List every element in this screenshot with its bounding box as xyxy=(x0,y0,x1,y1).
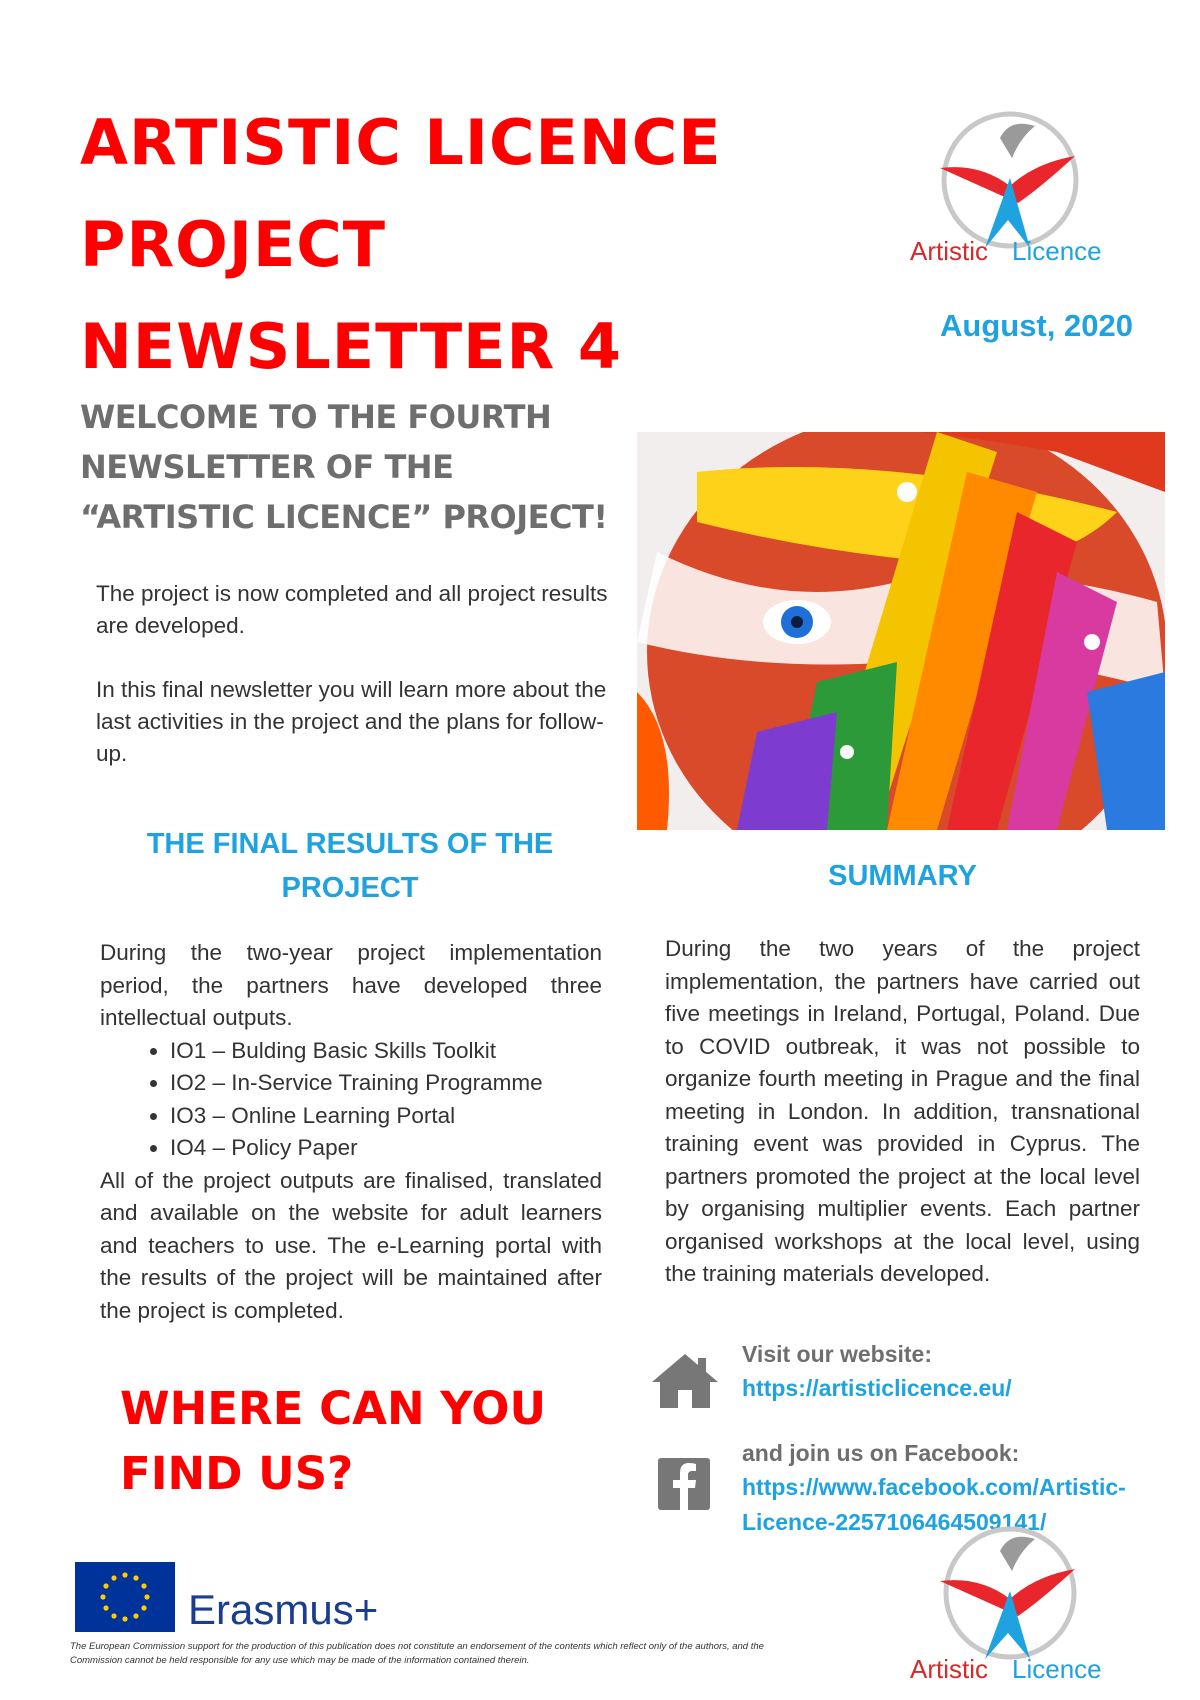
title-line-3: NEWSLETTER 4 xyxy=(80,310,622,383)
welcome-line-3: “ARTISTIC LICENCE” PROJECT! xyxy=(80,498,608,536)
artistic-licence-logo xyxy=(900,108,1120,283)
final-results-heading-line-2: PROJECT xyxy=(281,872,419,904)
where-line-1: WHERE CAN YOU xyxy=(120,1382,547,1435)
output-item-io2: • IO2 – In-Service Training Programme xyxy=(170,1067,602,1100)
facebook-link-line-1[interactable]: https://www.facebook.com/Artistic- xyxy=(742,1474,1126,1500)
welcome-line-1: WELCOME TO THE FOURTH xyxy=(80,398,552,436)
welcome-heading xyxy=(80,392,660,542)
issue-date: August, 2020 xyxy=(940,308,1133,343)
facebook-link-line-2[interactable]: Licence-2257106464509141/ xyxy=(742,1509,1047,1535)
final-results-heading-line-1: THE FINAL RESULTS OF THE xyxy=(146,828,554,860)
intro-paragraph-1: The project is now completed and all project results are developed. xyxy=(96,581,608,638)
logo-emblem-footer xyxy=(900,1525,1120,1695)
where-heading xyxy=(120,1376,546,1506)
logo-word-2: Licence xyxy=(1012,236,1102,266)
newsletter-title xyxy=(80,92,800,398)
results-closing: All of the project outputs are finalised, translated and available on the website for adult learners and teachers to use. The e-Learning portal with the results of the project will be maintained after the project is completed. xyxy=(100,1167,602,1323)
where-line-2: FIND US? xyxy=(120,1447,354,1500)
facebook-label: and join us on Facebook: xyxy=(742,1440,1020,1466)
eu-flag-icon xyxy=(75,1562,175,1632)
home-icon xyxy=(650,1352,720,1410)
output-item-io3: • IO3 – Online Learning Portal xyxy=(170,1100,602,1133)
eu-disclaimer: The European Commission support for the production of this publication does not constitute an endorsement of the contents which reflect only of the authors, and the Commission cannot be held responsible for any use which may be made of the information contained therein. xyxy=(70,1641,764,1666)
footer-logo-word-2: Licence xyxy=(1012,1654,1102,1684)
welcome-line-2: NEWSLETTER OF THE xyxy=(80,448,454,486)
website-label: Visit our website: xyxy=(742,1341,933,1367)
title-line-1: ARTISTIC LICENCE xyxy=(80,106,722,179)
summary-heading: SUMMARY xyxy=(828,860,977,892)
summary-text: During the two years of the project implementation, the partners have carried out five meetings in Ireland, Portugal, Poland. Due to COVID outbreak, it was not possible to organize fourth meeting in Prague and the final meeting in London. In addition, transnational training event was provided in Cyprus. The partners promoted the project at the local level by organising multiplier events. Each partner organised workshops at the local level, using the training materials developed. xyxy=(665,936,1140,1286)
output-item-io1: • IO1 – Bulding Basic Skills Toolkit xyxy=(170,1035,602,1068)
final-results-section xyxy=(100,937,602,1327)
artistic-licence-logo-footer xyxy=(900,1525,1120,1695)
final-results-heading xyxy=(100,822,600,910)
erasmus-plus-logo-text: Erasmus+ xyxy=(188,1586,379,1633)
website-link[interactable]: https://artisticlicence.eu/ xyxy=(742,1375,1012,1401)
intro-text xyxy=(96,578,616,802)
intro-paragraph-2: In this final newsletter you will learn more about the last activities in the project and the plans for follow-up. xyxy=(96,677,607,766)
outputs-list xyxy=(100,1035,602,1165)
logo-emblem xyxy=(900,108,1120,283)
footer-logo-word-1: Artistic xyxy=(910,1654,988,1684)
logo-word-1: Artistic xyxy=(910,236,988,266)
website-contact xyxy=(742,1338,1162,1406)
output-item-io4: • IO4 – Policy Paper xyxy=(170,1132,602,1165)
title-line-2: PROJECT xyxy=(80,208,387,281)
results-lead: During the two-year project implementation period, the partners have developed three intellectual outputs. xyxy=(100,940,602,1030)
facebook-icon xyxy=(658,1458,710,1510)
hero-painted-face-image xyxy=(637,432,1165,830)
